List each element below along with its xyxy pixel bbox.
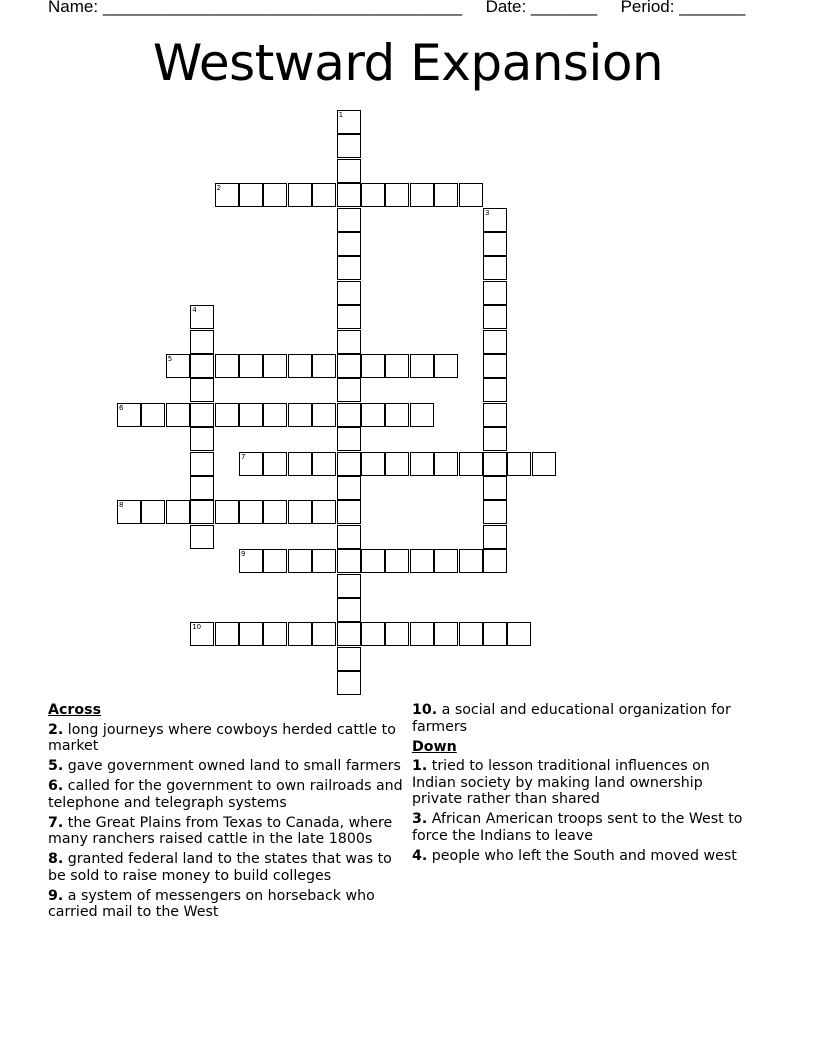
clue-number: 8. [48, 851, 64, 867]
clue-text: a system of messengers on horseback who carried mail to the West [48, 887, 375, 920]
grid-cell[interactable] [434, 354, 458, 378]
grid-cell[interactable] [263, 452, 287, 476]
grid-cell[interactable] [190, 500, 214, 524]
grid-cell[interactable] [337, 134, 361, 158]
grid-cell[interactable] [263, 183, 287, 207]
grid-cell[interactable] [190, 452, 214, 476]
grid-cell[interactable] [483, 549, 507, 573]
clue-number: 5. [48, 758, 64, 774]
name-blank[interactable]: ______________________________________ [102, 0, 463, 16]
grid-cell[interactable] [215, 500, 239, 524]
clue-text: African American troops sent to the West to force the Indians to leave [412, 811, 743, 844]
clue-number: 7. [48, 814, 64, 831]
grid-cell[interactable] [141, 403, 165, 427]
grid-cell[interactable] [190, 354, 214, 378]
grid-cell[interactable] [410, 549, 434, 573]
clue-number: 10. [412, 702, 438, 718]
grid-cell[interactable] [361, 354, 385, 378]
clue-number: 9. [48, 887, 64, 904]
grid-cell[interactable] [263, 549, 287, 573]
grid-cell[interactable] [215, 403, 239, 427]
clue-across-5 [48, 758, 408, 775]
clue-text: people who left the South and moved west [431, 847, 737, 864]
grid-cell[interactable] [337, 256, 361, 280]
grid-cell[interactable] [337, 549, 361, 573]
grid-cell[interactable] [239, 354, 263, 378]
grid-cell[interactable] [532, 452, 556, 476]
clue-number-label: 7 [241, 452, 246, 461]
grid-cell[interactable] [385, 452, 409, 476]
grid-cell[interactable] [483, 378, 507, 402]
clue-down-3 [412, 811, 757, 844]
grid-cell[interactable] [337, 378, 361, 402]
grid-cell[interactable] [385, 354, 409, 378]
grid-cell[interactable] [337, 281, 361, 305]
clue-number: 6. [48, 778, 64, 794]
grid-cell[interactable] [190, 525, 214, 549]
clue-across-9 [48, 888, 408, 921]
grid-cell[interactable] [337, 525, 361, 549]
grid-cell[interactable] [263, 500, 287, 524]
grid-cell[interactable] [263, 403, 287, 427]
clue-number: 1. [412, 758, 428, 774]
clue-across-7 [48, 815, 408, 848]
grid-cell[interactable] [483, 622, 507, 646]
clue-down-4 [412, 848, 757, 865]
grid-cell[interactable] [337, 622, 361, 646]
grid-cell[interactable] [434, 622, 458, 646]
grid-cell[interactable] [337, 403, 361, 427]
grid-cell[interactable] [361, 549, 385, 573]
clue-number-label: 1 [338, 111, 344, 119]
grid-cell[interactable] [361, 452, 385, 476]
clue-number: 2. [48, 721, 64, 738]
grid-cell[interactable] [483, 330, 507, 354]
grid-cell[interactable] [239, 622, 263, 646]
clue-number-label: 2 [216, 184, 222, 193]
grid-cell[interactable] [166, 403, 190, 427]
grid-cell[interactable] [337, 354, 361, 378]
grid-cell[interactable] [239, 183, 263, 207]
grid-cell[interactable] [288, 183, 312, 207]
grid-cell[interactable] [337, 671, 361, 695]
grid-cell[interactable] [361, 622, 385, 646]
clue-number-label: 6 [119, 403, 124, 412]
across-clues [48, 702, 408, 924]
grid-cell[interactable] [312, 183, 336, 207]
grid-cell[interactable] [312, 354, 336, 378]
period-blank[interactable]: _______ [679, 0, 746, 16]
date-blank[interactable]: _______ [530, 0, 598, 16]
grid-cell[interactable] [337, 183, 361, 207]
grid-cell[interactable] [337, 598, 361, 622]
grid-cell[interactable] [434, 183, 458, 207]
clue-across-8 [48, 851, 408, 884]
grid-cell[interactable] [385, 183, 409, 207]
grid-cell[interactable] [337, 500, 361, 524]
grid-cell[interactable] [190, 427, 214, 451]
grid-cell[interactable] [337, 427, 361, 451]
date-label: Date: [485, 0, 527, 16]
grid-cell[interactable] [483, 305, 507, 329]
grid-cell[interactable] [337, 159, 361, 183]
grid-cell[interactable] [312, 500, 336, 524]
grid-cell[interactable] [483, 525, 507, 549]
grid-cell[interactable] [337, 574, 361, 598]
grid-cell[interactable] [483, 232, 507, 256]
grid-cell[interactable] [459, 549, 483, 573]
clue-text: the Great Plains from Texas to Canada, where many ranchers raised cattle in the late 1800s [48, 814, 393, 847]
grid-cell[interactable] [312, 622, 336, 646]
grid-cell[interactable] [434, 452, 458, 476]
grid-cell[interactable] [483, 452, 507, 476]
grid-cell[interactable] [288, 500, 312, 524]
grid-cell[interactable] [288, 622, 312, 646]
grid-cell[interactable] [459, 622, 483, 646]
clue-text: tried to lesson traditional influences on Indian society by making land ownership private rather than shared [412, 758, 710, 807]
grid-cell[interactable] [239, 500, 263, 524]
grid-cell[interactable] [434, 549, 458, 573]
grid-cell[interactable] [483, 500, 507, 524]
grid-cell[interactable] [215, 354, 239, 378]
grid-cell[interactable] [288, 549, 312, 573]
grid-cell[interactable] [459, 452, 483, 476]
grid-cell[interactable] [337, 232, 361, 256]
grid-cell[interactable] [337, 330, 361, 354]
grid-cell[interactable] [483, 354, 507, 378]
grid-cell[interactable] [337, 305, 361, 329]
clue-text: called for the government to own railroads and telephone and telegraph systems [48, 778, 403, 811]
grid-cell[interactable] [337, 208, 361, 232]
right-clue-column [412, 702, 757, 868]
grid-cell[interactable] [263, 354, 287, 378]
clue-number-label: 8 [119, 501, 124, 510]
grid-cell[interactable] [288, 452, 312, 476]
clue-across-2 [48, 722, 408, 755]
grid-cell[interactable] [385, 622, 409, 646]
clue-number: 4. [412, 847, 428, 864]
grid-cell[interactable] [312, 452, 336, 476]
grid-cell[interactable] [190, 476, 214, 500]
grid-cell[interactable] [166, 500, 190, 524]
grid-cell[interactable] [410, 183, 434, 207]
clue-number: 3. [412, 811, 428, 827]
period-label: Period: [620, 0, 675, 16]
grid-cell[interactable] [337, 647, 361, 671]
grid-cell[interactable] [410, 452, 434, 476]
grid-cell[interactable] [361, 183, 385, 207]
clue-number-label: 5 [167, 355, 173, 363]
grid-cell[interactable] [190, 403, 214, 427]
clue-across-6 [48, 778, 408, 811]
name-label: Name: [48, 0, 99, 16]
grid-cell[interactable] [483, 256, 507, 280]
clue-text: gave government owned land to small farmers [67, 758, 401, 774]
clue-number-label: 10 [192, 623, 202, 632]
grid-cell[interactable] [337, 476, 361, 500]
grid-cell[interactable] [459, 183, 483, 207]
grid-cell[interactable] [385, 403, 409, 427]
down-heading: Down [412, 738, 457, 755]
grid-cell[interactable] [483, 427, 507, 451]
grid-cell[interactable] [410, 622, 434, 646]
clue-text: a social and educational organization for farmers [412, 702, 731, 735]
grid-cell[interactable] [483, 403, 507, 427]
grid-cell[interactable] [385, 549, 409, 573]
grid-cell[interactable] [263, 622, 287, 646]
grid-cell[interactable] [361, 403, 385, 427]
clue-across-10 [412, 702, 757, 735]
grid-cell[interactable] [483, 281, 507, 305]
grid-cell[interactable] [507, 622, 531, 646]
clue-number-label: 3 [485, 208, 490, 217]
clue-text: long journeys where cowboys herded cattle to market [48, 721, 396, 754]
grid-cell[interactable] [190, 330, 214, 354]
puzzle-title: Westward Expansion [152, 34, 664, 92]
grid-cell[interactable] [288, 354, 312, 378]
clue-number-label: 9 [241, 550, 246, 559]
grid-cell[interactable] [410, 354, 434, 378]
grid-cell[interactable] [288, 403, 312, 427]
grid-cell[interactable] [410, 403, 434, 427]
grid-cell[interactable] [215, 622, 239, 646]
across-heading: Across [48, 702, 102, 718]
grid-cell[interactable] [239, 403, 263, 427]
clue-down-1 [412, 758, 757, 808]
grid-cell[interactable] [312, 403, 336, 427]
grid-cell[interactable] [312, 549, 336, 573]
grid-cell[interactable] [483, 476, 507, 500]
grid-cell[interactable] [141, 500, 165, 524]
grid-cell[interactable] [507, 452, 531, 476]
clue-number-label: 4 [192, 306, 197, 315]
grid-cell[interactable] [190, 378, 214, 402]
grid-cell[interactable] [337, 452, 361, 476]
clue-text: granted federal land to the states that was to be sold to raise money to build colleges [48, 851, 392, 884]
